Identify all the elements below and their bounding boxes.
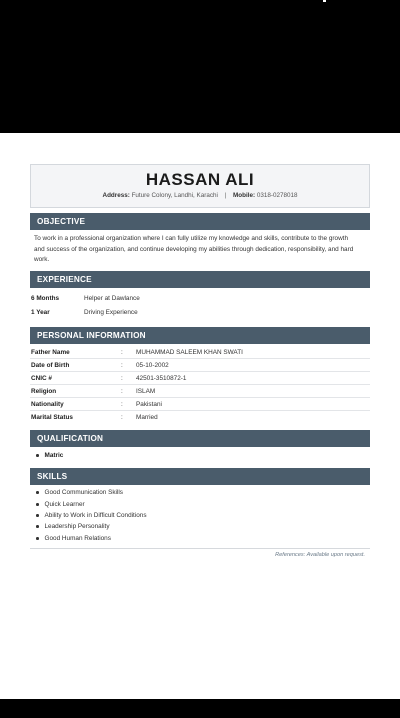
resume-header bbox=[30, 164, 370, 208]
bullet-icon bbox=[36, 525, 39, 528]
row-divider bbox=[30, 384, 370, 385]
field-colon: : bbox=[121, 414, 123, 421]
field-label: Marital Status bbox=[31, 414, 73, 421]
section-experience: EXPERIENCE bbox=[30, 271, 370, 288]
qualification-item bbox=[36, 452, 63, 459]
skill-text: Quick Learner bbox=[44, 501, 85, 508]
address-label: Address: bbox=[102, 192, 130, 199]
skill-item bbox=[36, 535, 111, 542]
row-divider bbox=[30, 358, 370, 359]
section-qualification: QUALIFICATION bbox=[30, 430, 370, 447]
experience-duration: 1 Year bbox=[31, 309, 50, 316]
section-personal-information: PERSONAL INFORMATION bbox=[30, 327, 370, 344]
field-colon: : bbox=[121, 388, 123, 395]
field-value: ISLAM bbox=[136, 388, 156, 395]
row-divider bbox=[30, 410, 370, 411]
bullet-icon bbox=[36, 491, 39, 494]
row-divider bbox=[30, 397, 370, 398]
section-skills: SKILLS bbox=[30, 468, 370, 485]
mobile-label: Mobile: bbox=[233, 192, 256, 199]
bottom-bar bbox=[0, 699, 400, 718]
section-objective: OBJECTIVE bbox=[30, 213, 370, 230]
experience-role: Helper at Dawlance bbox=[84, 295, 140, 302]
status-dot bbox=[323, 0, 326, 2]
contact-line bbox=[31, 192, 369, 199]
objective-line-1: To work in a professional organization where I can fully utilize my knowledge and skills, contribute to the growth bbox=[34, 235, 349, 242]
field-value: 42501-3510872-1 bbox=[136, 375, 187, 382]
field-colon: : bbox=[121, 375, 123, 382]
field-value: MUHAMMAD SALEEM KHAN SWATI bbox=[136, 349, 243, 356]
skill-item bbox=[36, 523, 110, 530]
bullet-icon bbox=[36, 537, 39, 540]
experience-duration: 6 Months bbox=[31, 295, 60, 302]
bullet-icon bbox=[36, 514, 39, 517]
field-colon: : bbox=[121, 349, 123, 356]
field-label: Date of Birth bbox=[31, 362, 70, 369]
skill-item bbox=[36, 512, 147, 519]
bullet-icon bbox=[36, 454, 39, 457]
resume-page bbox=[0, 133, 400, 699]
candidate-name: HASSAN ALI bbox=[145, 170, 255, 189]
mobile-value: 0318-0278018 bbox=[256, 192, 298, 199]
skill-text: Good Communication Skills bbox=[44, 489, 123, 496]
references-note: References: Available upon request. bbox=[275, 552, 365, 558]
field-label: CNIC # bbox=[31, 375, 52, 382]
footer-divider bbox=[30, 548, 370, 549]
field-label: Nationality bbox=[31, 401, 64, 408]
skill-text: Good Human Relations bbox=[44, 535, 111, 542]
field-value: Married bbox=[136, 414, 158, 421]
field-label: Religion bbox=[31, 388, 57, 395]
field-colon: : bbox=[121, 401, 123, 408]
row-divider bbox=[30, 371, 370, 372]
qualification-text: Matric bbox=[44, 452, 64, 459]
field-value: 05-10-2002 bbox=[136, 362, 169, 369]
field-label: Father Name bbox=[31, 349, 70, 356]
skill-item bbox=[36, 501, 85, 508]
objective-line-3: work. bbox=[34, 256, 50, 263]
skill-item bbox=[36, 489, 123, 496]
bullet-icon bbox=[36, 503, 39, 506]
objective-line-2: and success of the organization, and continue developing my abilities through dedication, responsibility, and hard bbox=[34, 245, 354, 253]
skill-text: Leadership Personality bbox=[44, 523, 110, 530]
field-colon: : bbox=[121, 362, 123, 369]
address-value: Future Colony, Landhi, Karachi bbox=[131, 192, 218, 199]
field-value: Pakistani bbox=[136, 401, 162, 408]
experience-role: Driving Experience bbox=[84, 309, 138, 316]
contact-separator: | bbox=[224, 192, 227, 199]
skill-text: Ability to Work in Difficult Conditions bbox=[44, 512, 147, 519]
